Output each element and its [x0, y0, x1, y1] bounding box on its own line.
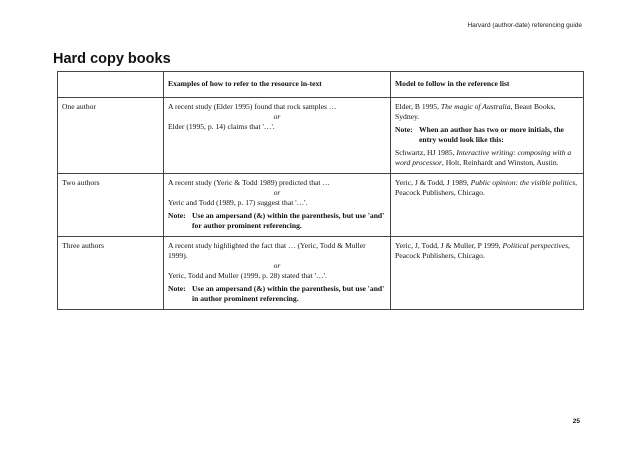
row-label: Two authors — [58, 174, 164, 237]
running-header: Harvard (author-date) referencing guide — [467, 22, 582, 29]
or-separator: or — [273, 112, 281, 121]
note — [168, 284, 386, 304]
reference-model — [391, 98, 584, 174]
intext-example: Yeric and Todd (1989, p. 17) suggest that '…'. — [168, 198, 308, 207]
intext-examples — [164, 237, 391, 310]
section-title: Hard copy books — [53, 51, 171, 67]
or-separator: or — [273, 261, 281, 270]
note-text: Use an ampersand (&) within the parenthesis, but use 'and' for author prominent referencing. — [192, 211, 385, 230]
intext-example: Elder (1995, p. 14) claims that '…'. — [168, 122, 275, 131]
intext-example: A recent study (Yeric & Todd 1989) predicted that … — [168, 178, 330, 187]
table-header-row — [58, 72, 584, 98]
intext-example: A recent study (Elder 1995) found that rock samples … — [168, 102, 337, 111]
reference-entry: Schwartz, HJ 1985, Interactive writing: composing with a word processor, Holt, Reinhardt and Winston, Austin. — [395, 148, 572, 167]
table-row — [58, 237, 584, 310]
reference-table — [57, 71, 584, 310]
row-label: One author — [58, 98, 164, 174]
note — [395, 125, 579, 145]
header-cell-blank — [58, 72, 164, 98]
table-row — [58, 98, 584, 174]
intext-examples — [164, 98, 391, 174]
reference-entry: Yeric, J, Todd, J & Muller, P 1999, Political perspectives, Peacock Publishers, Chicago. — [395, 241, 570, 260]
reference-model — [391, 237, 584, 310]
reference-entry: Elder, B 1995, The magic of Australia, Beaut Books, Sydney. — [395, 102, 556, 121]
row-label: Three authors — [58, 237, 164, 310]
header-cell-reference: Model to follow in the reference list — [391, 72, 584, 98]
note — [168, 211, 386, 231]
note-label: Note: — [168, 284, 186, 293]
intext-example: A recent study highlighted the fact that … (Yeric, Todd & Muller 1999). — [168, 241, 366, 260]
note-text: Use an ampersand (&) within the parenthesis, but use 'and' in author prominent referencing. — [192, 284, 385, 303]
intext-examples — [164, 174, 391, 237]
note-text: When an author has two or more initials, the entry would look like this: — [419, 125, 564, 144]
note-label: Note: — [168, 211, 186, 220]
intext-example: Yeric, Todd and Muller (1999, p. 28) stated that '…'. — [168, 271, 327, 280]
table-row — [58, 174, 584, 237]
note-label: Note: — [395, 125, 413, 134]
header-cell-intext: Examples of how to refer to the resource in-text — [164, 72, 391, 98]
reference-model — [391, 174, 584, 237]
reference-entry: Yeric, J & Todd, J 1989, Public opinion: the visible politics, Peacock Publishers, Chicago. — [395, 178, 578, 197]
or-separator: or — [273, 188, 281, 197]
page-number: 25 — [572, 418, 580, 425]
